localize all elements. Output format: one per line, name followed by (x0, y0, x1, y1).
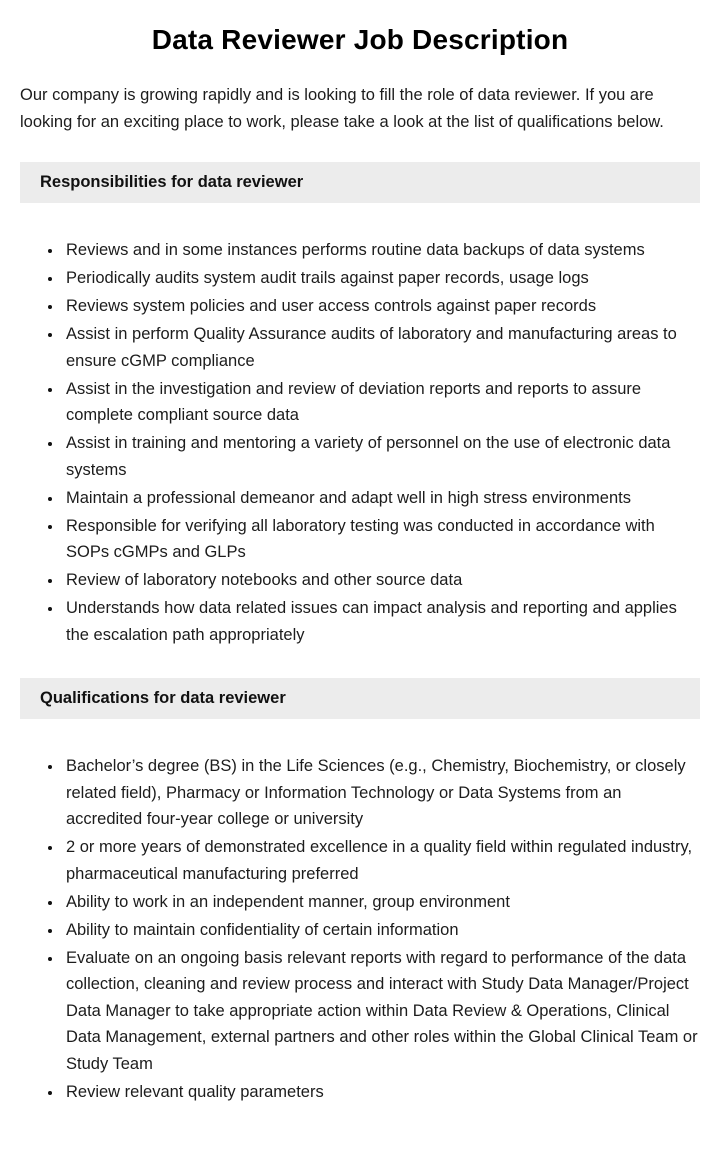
intro-paragraph: Our company is growing rapidly and is looking to fill the role of data reviewer. If you are looking for an exciting place to work, please take a look at the list of qualifications below. (20, 86, 664, 131)
responsibilities-heading: Responsibilities for data reviewer (40, 173, 304, 191)
list-item: • Ability to maintain confidentiality of certain information (63, 917, 700, 944)
list-item: • Assist in the investigation and review of deviation reports and reports to assure complete compliant source data (63, 376, 700, 429)
list-item: • Ability to work in an independent manner, group environment (63, 889, 700, 916)
qualifications-heading: Qualifications for data reviewer (40, 689, 286, 707)
list-item: • Understands how data related issues can impact analysis and reporting and applies the escalation path appropriately (63, 595, 700, 648)
page-title: Data Reviewer Job Description (151, 24, 569, 55)
responsibilities-list (20, 237, 700, 648)
list-item: • Reviews system policies and user access controls against paper records (63, 293, 700, 320)
list-item: • Reviews and in some instances performs routine data backups of data systems (63, 237, 700, 264)
list-item: • Responsible for verifying all laboratory testing was conducted in accordance with SOPs cGMPs and GLPs (63, 513, 700, 566)
list-item: • Maintain a professional demeanor and adapt well in high stress environments (63, 485, 700, 512)
qualifications-list (20, 753, 700, 1105)
list-item: • Evaluate on an ongoing basis relevant reports with regard to performance of the data collection, cleaning and review process and interact with Study Data Manager/Project Data Manager to take appropriate action within Data Review & Operations, Clinical Data Management, external partners and other roles within the Global Clinical Team or Study Team (63, 945, 700, 1078)
list-item: • Periodically audits system audit trails against paper records, usage logs (63, 265, 700, 292)
qualifications-section-header (20, 678, 700, 719)
list-item: • Assist in perform Quality Assurance audits of laboratory and manufacturing areas to ensure cGMP compliance (63, 321, 700, 374)
list-item: • Review of laboratory notebooks and other source data (63, 567, 700, 594)
list-item: • 2 or more years of demonstrated excellence in a quality field within regulated industry, pharmaceutical manufacturing preferred (63, 834, 700, 887)
list-item: • Assist in training and mentoring a variety of personnel on the use of electronic data systems (63, 430, 700, 483)
list-item: • Review relevant quality parameters (63, 1079, 700, 1106)
list-item: • Bachelor’s degree (BS) in the Life Sciences (e.g., Chemistry, Biochemistry, or closely related field), Pharmacy or Information Technology or Data Systems from an accredited four-year college or university (63, 753, 700, 833)
responsibilities-section-header (20, 162, 700, 203)
